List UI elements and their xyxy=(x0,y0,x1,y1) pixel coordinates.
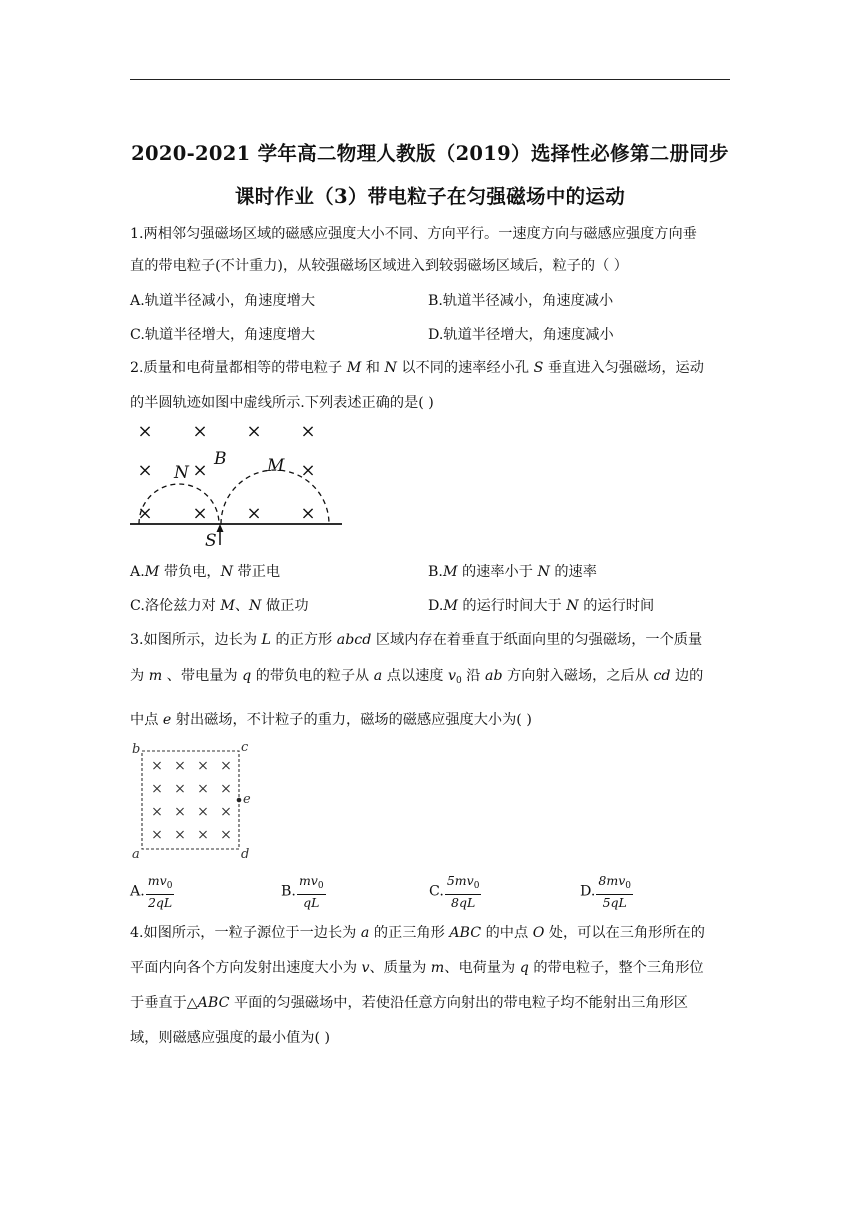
label-s: S xyxy=(205,531,217,550)
field-cross: × xyxy=(300,460,316,481)
q3-stem-line-2: 为 m 、带电量为 q 的带负电的粒子从 a 点以速度 $v_0$ 沿 ab 方向射入磁场，之后从 cd 边的 xyxy=(130,668,704,686)
field-cross: × xyxy=(300,421,316,442)
q1-stem-line-1: 1.两相邻匀强磁场区域的磁感应强度大小不同、方向平行。一速度方向与磁感应强度方向垂 xyxy=(130,226,697,242)
field-cross: × xyxy=(192,421,208,442)
field-cross: × xyxy=(174,804,186,820)
label-n: N xyxy=(174,463,189,483)
point-e xyxy=(237,798,242,803)
q3-square-field-figure xyxy=(128,742,258,860)
q2-stem-line-1: 2.质量和电荷量都相等的带电粒子 M 和 N 以不同的速率经小孔 S 垂直进入匀强磁场，运动 xyxy=(130,360,704,376)
field-cross: × xyxy=(246,503,262,524)
q2-option-b: B.M 的速率小于 N 的速率 xyxy=(428,564,597,580)
q1-option-d: D.轨道半径增大，角速度减小 xyxy=(428,327,614,343)
q3-stem-line-3: 中点 e 射出磁场，不计粒子的重力，磁场的磁感应强度大小为( ) xyxy=(130,712,532,728)
field-cross: × xyxy=(174,781,186,797)
q3-option-b: B. $\frac{mv_0}{qL}$ xyxy=(281,873,324,910)
q4-stem-line-1: 4.如图所示，一粒子源位于一边长为 a 的正三角形 ABC 的中点 O 处，可以在三角形所在的 xyxy=(130,925,705,941)
field-cross: × xyxy=(197,781,209,797)
q3-option-d: D. $\frac{8mv_0}{5qL}$ xyxy=(580,873,631,910)
q4-stem-line-4: 域，则磁感应强度的最小值为( ) xyxy=(130,1030,331,1046)
field-cross: × xyxy=(174,758,186,774)
corner-b: b xyxy=(132,742,141,757)
q3-stem-line-1: 3.如图所示，边长为 L 的正方形 abcd 区域内存在着垂直于纸面向里的匀强磁场，一个质量 xyxy=(130,632,703,648)
field-cross: × xyxy=(192,460,208,481)
field-cross: × xyxy=(220,804,232,820)
q3-option-a: A. $\frac{mv_0}{2qL}$ xyxy=(130,873,173,910)
q2-option-d: D.M 的运行时间大于 N 的运行时间 xyxy=(428,598,655,614)
q2-magnetic-field-figure xyxy=(128,418,348,550)
q2-stem-line-2: 的半圆轨迹如图中虚线所示.下列表述正确的是( ) xyxy=(130,395,434,411)
q1-option-a: A.轨道半径减小，角速度增大 xyxy=(130,293,316,309)
field-cross: × xyxy=(246,421,262,442)
field-cross: × xyxy=(220,827,232,843)
point-e-label: e xyxy=(243,792,251,807)
q1-option-b: B.轨道半径减小，角速度减小 xyxy=(428,293,614,309)
q1-stem-line-2: 直的带电粒子(不计重力)，从较强磁场区域进入到较弱磁场区域后，粒子的（ ） xyxy=(130,258,628,274)
field-cross: × xyxy=(192,503,208,524)
title-line-1: 2020-2021 学年高二物理人教版（2019）选择性必修第二册同步 xyxy=(131,142,729,165)
field-cross: × xyxy=(197,827,209,843)
field-cross: × xyxy=(137,460,153,481)
corner-d: d xyxy=(241,847,250,860)
corner-c: c xyxy=(241,742,249,755)
field-cross: × xyxy=(137,503,153,524)
label-m: M xyxy=(267,456,285,476)
field-cross: × xyxy=(197,804,209,820)
q1-option-c: C.轨道半径增大，角速度增大 xyxy=(130,327,316,343)
field-cross: × xyxy=(174,827,186,843)
header-rule xyxy=(130,79,730,80)
q3-option-c: C. $\frac{5mv_0}{8qL}$ xyxy=(429,873,480,910)
field-cross: × xyxy=(151,758,163,774)
q4-stem-line-3: 于垂直于△ABC 平面的匀强磁场中，若使沿任意方向射出的带电粒子均不能射出三角形区 xyxy=(130,995,688,1011)
q2-option-c: C.洛伦兹力对 M、N 做正功 xyxy=(130,598,309,614)
field-cross: × xyxy=(300,503,316,524)
field-cross: × xyxy=(220,781,232,797)
field-cross: × xyxy=(197,758,209,774)
title-line-2: 课时作业（3）带电粒子在匀强磁场中的运动 xyxy=(234,185,626,208)
q4-stem-line-2: 平面内向各个方向发射出速度大小为 v、质量为 m、电荷量为 q 的带电粒子，整个三角形位 xyxy=(130,960,704,976)
corner-a: a xyxy=(132,847,140,860)
field-cross: × xyxy=(151,804,163,820)
field-cross: × xyxy=(137,421,153,442)
field-cross: × xyxy=(151,827,163,843)
label-b: B xyxy=(214,449,227,469)
q2-option-a: A.M 带负电，N 带正电 xyxy=(130,564,281,580)
field-cross: × xyxy=(151,781,163,797)
field-cross: × xyxy=(220,758,232,774)
arrow-head xyxy=(217,524,224,532)
